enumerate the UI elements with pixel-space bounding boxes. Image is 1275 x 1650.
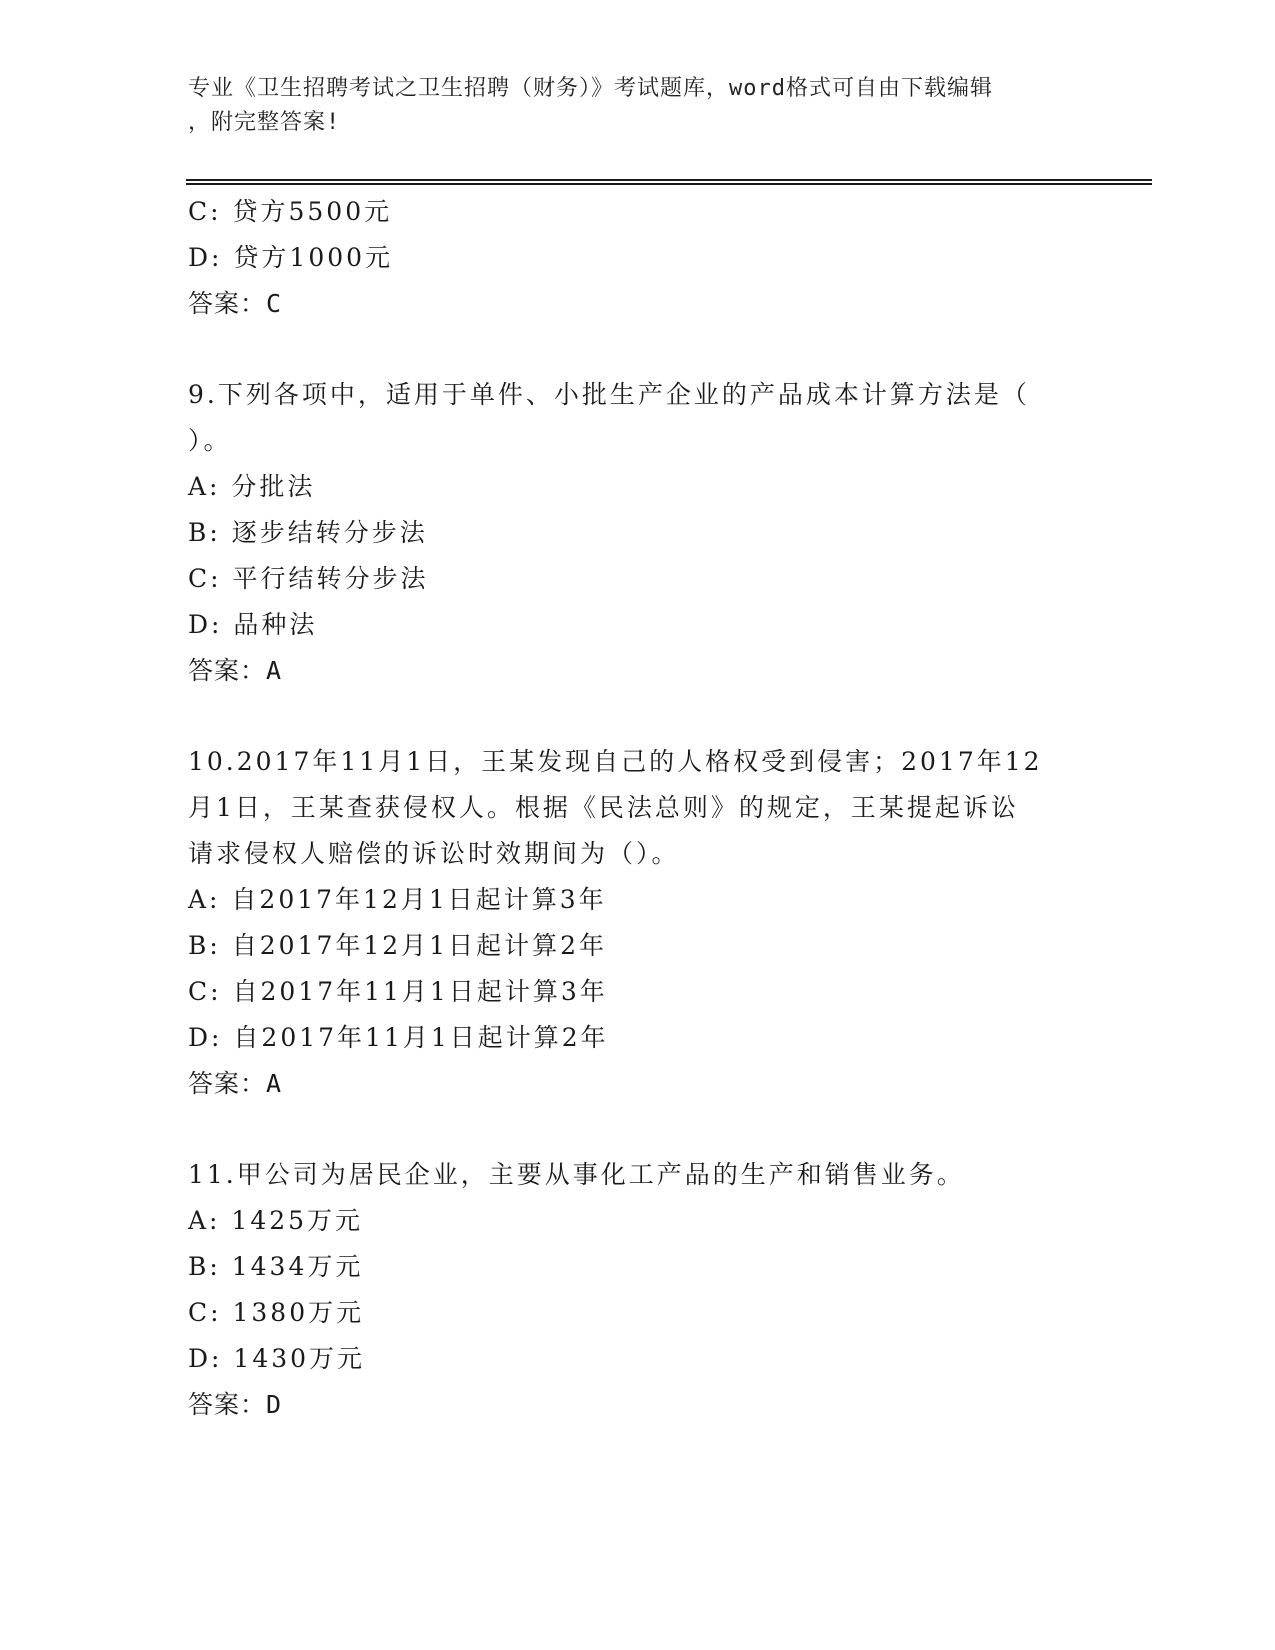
option-a: A: 自2017年12月1日起计算3年 xyxy=(188,885,607,914)
question-spacer xyxy=(188,1107,1088,1152)
option-d: D: 品种法 xyxy=(188,610,318,639)
question-9 xyxy=(188,372,1088,694)
option-b: B: 自2017年12月1日起计算2年 xyxy=(188,931,607,960)
document-header xyxy=(188,72,1088,140)
question-stem: ）。 xyxy=(188,426,232,455)
question-8-tail xyxy=(188,189,1088,327)
option-d: D: 1430万元 xyxy=(188,1344,366,1373)
question-spacer xyxy=(188,694,1088,739)
header-divider-top xyxy=(186,179,1152,181)
option-c: C: 1380万元 xyxy=(188,1298,365,1327)
option-c: C: 贷方5500元 xyxy=(188,197,393,226)
question-list xyxy=(188,189,1088,1428)
answer-line: 答案：C xyxy=(188,289,283,318)
question-11 xyxy=(188,1152,1088,1428)
option-a: A: 分批法 xyxy=(188,472,316,501)
question-10 xyxy=(188,739,1088,1107)
question-stem: 月1日，王某查获侵权人。根据《民法总则》的规定，王某提起诉讼 xyxy=(188,793,1019,822)
option-b: B: 逐步结转分步法 xyxy=(188,518,428,547)
option-a: A: 1425万元 xyxy=(188,1206,364,1235)
header-divider-bottom xyxy=(186,183,1152,185)
option-d: D: 贷方1000元 xyxy=(188,243,394,272)
answer-line: 答案：A xyxy=(188,656,283,685)
answer-line: 答案：D xyxy=(188,1390,283,1419)
question-stem: 请求侵权人赔偿的诉讼时效期间为（）。 xyxy=(188,839,680,868)
option-d: D: 自2017年11月1日起计算2年 xyxy=(188,1023,609,1052)
option-b: B: 1434万元 xyxy=(188,1252,364,1281)
header-line-2: ，附完整答案! xyxy=(188,110,341,135)
question-stem: 10.2017年11月1日，王某发现自己的人格权受到侵害；2017年12 xyxy=(188,747,1043,776)
header-line-1: 专业《卫生招聘考试之卫生招聘（财务）》考试题库，word格式可自由下载编辑 xyxy=(188,76,993,101)
answer-line: 答案：A xyxy=(188,1069,283,1098)
question-stem: 9.下列各项中，适用于单件、小批生产企业的产品成本计算方法是（ xyxy=(188,380,1030,409)
question-stem: 11.甲公司为居民企业，主要从事化工产品的生产和销售业务。 xyxy=(188,1160,965,1189)
option-c: C: 自2017年11月1日起计算3年 xyxy=(188,977,608,1006)
question-spacer xyxy=(188,327,1088,372)
option-c: C: 平行结转分步法 xyxy=(188,564,429,593)
